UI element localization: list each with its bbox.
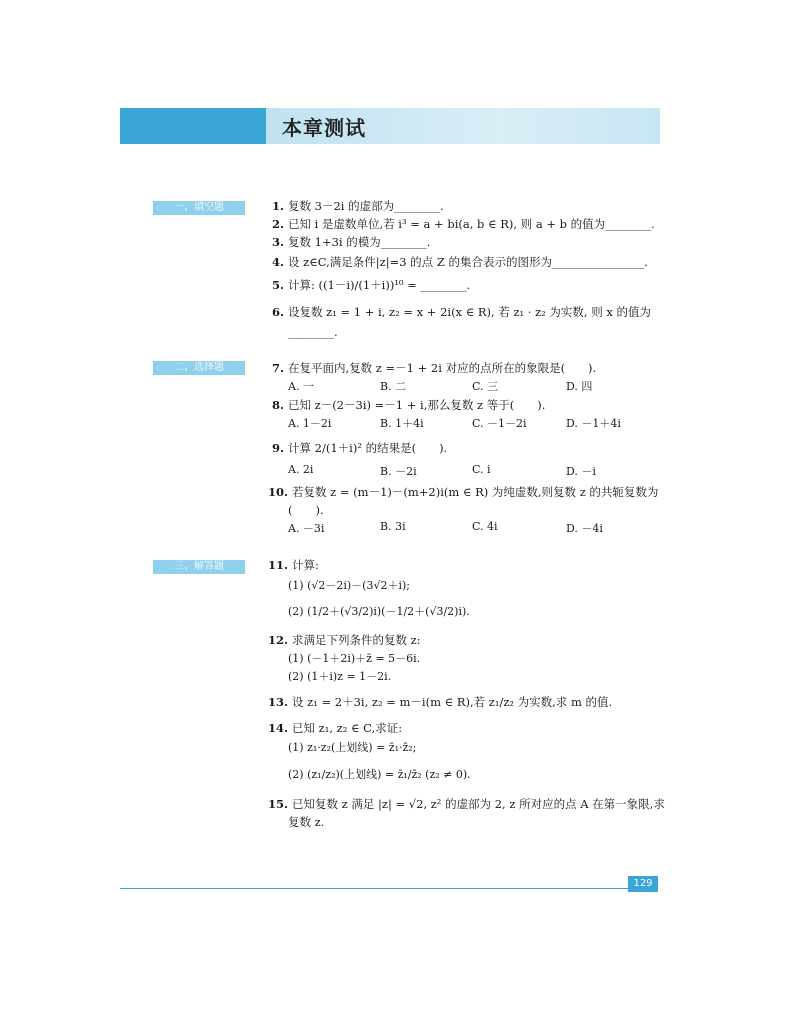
question-12: 12. 求满足下列条件的复数 z: [268,633,421,647]
question-5: 5. 计算: ((1－i)/(1＋i))¹⁰ = ________. [271,278,471,292]
q7-option-a: A. 一 [288,380,314,393]
q7-option-d: D. 四 [566,380,593,393]
q10-option-b: B. 3i [380,520,406,533]
section-tag-solve: 三、解答题 [153,560,245,574]
question-13: 13. 设 z₁ = 2＋3i, z₂ = m－i(m ∈ R),若 z₁/z₂ 为实数,求 m 的值. [268,695,613,709]
q8-option-c: C. －1－2i [472,417,527,430]
q10-option-d: D. －4i [566,522,603,535]
q11-sub-1: (1) (√2－2i)－(3√2＋i); [288,579,410,592]
section-tag-fill: 一、填空题 [153,201,245,215]
question-15: 15. 已知复数 z 满足 |z| = √2, z² 的虚部为 2, z 所对应的点 A 在第一象限,求 [268,797,665,811]
q9-option-b: B. －2i [380,465,417,478]
question-10: 10. 若复数 z = (m－1)－(m+2)i(m ∈ R) 为纯虚数,则复数 z 的共轭复数为 [268,485,659,499]
footer-rule [120,888,630,889]
question-2: 2. 已知 i 是虚数单位,若 i³ = a + bi(a, b ∈ R), 则 a + b 的值为________. [271,217,655,231]
q12-sub-2: (2) (1＋i)z = 1－2i. [288,670,392,683]
question-7: 7. 在复平面内,复数 z =－1 + 2i 对应的点所在的象限是( ). [271,361,597,375]
q9-option-a: A. 2i [288,463,314,476]
q8-option-b: B. 1＋4i [380,417,424,430]
q8-option-a: A. 1－2i [288,417,332,430]
q10-option-a: A. －3i [288,522,325,535]
question-15-cont: 复数 z. [288,815,325,829]
question-1: 1. 复数 3－2i 的虚部为________. [271,199,444,213]
section-tag-choice: 二、选择题 [153,361,245,375]
page-number: 129 [628,876,658,892]
question-3: 3. 复数 1+3i 的模为________. [271,235,431,249]
q14-sub-1: (1) z₁·z₂(上划线) = z̄₁·z̄₂; [288,741,417,754]
q11-sub-2: (2) (1/2＋(√3/2)i)(－1/2＋(√3/2)i). [288,605,470,618]
q9-option-d: D. －i [566,465,596,478]
question-6-blank: ________. [288,325,338,339]
question-8: 8. 已知 z－(2－3i) =－1 + i,那么复数 z 等于( ). [271,398,546,412]
q7-option-c: C. 三 [472,380,499,393]
question-4: 4. 设 z∈C,满足条件|z|=3 的点 Z 的集合表示的图形为________________. [271,255,648,269]
q8-option-d: D. －1＋4i [566,417,621,430]
page-title: 本章测试 [282,116,366,140]
chapter-header-band [120,108,660,144]
question-14: 14. 已知 z₁, z₂ ∈ C,求证: [268,721,403,735]
question-6: 6. 设复数 z₁ = 1 + i, z₂ = x + 2i(x ∈ R), 若 z₁ · z₂ 为实数, 则 x 的值为 [271,305,652,319]
q12-sub-1: (1) (－1＋2i)＋z̄ = 5－6i. [288,652,421,665]
q14-sub-2: (2) (z₁/z₂)(上划线) = z̄₁/z̄₂ (z₂ ≠ 0). [288,768,471,781]
question-11: 11. 计算: [268,558,319,572]
question-9: 9. 计算 2/(1＋i)² 的结果是( ). [271,441,448,455]
q7-option-b: B. 二 [380,380,407,393]
q9-option-c: C. i [472,463,491,476]
q10-option-c: C. 4i [472,520,498,533]
question-10-cont: ( ). [288,503,324,517]
